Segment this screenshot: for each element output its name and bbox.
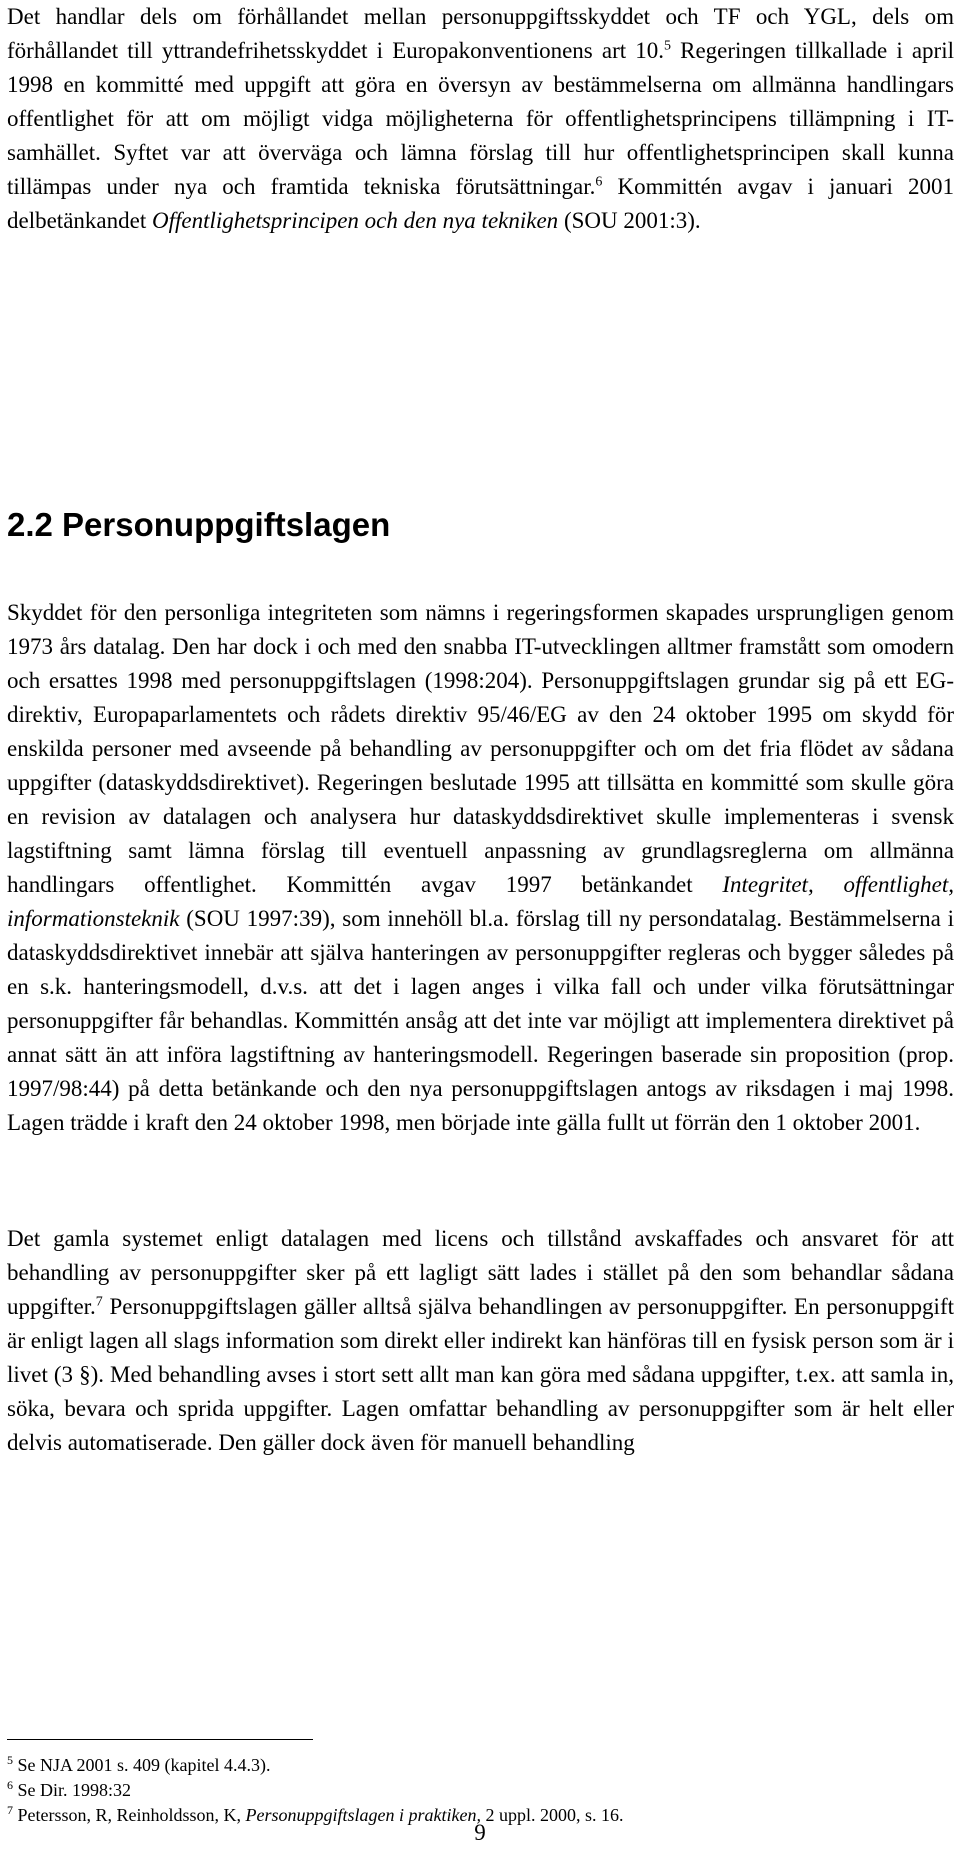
footnote-number: 6 [7,1778,13,1792]
paragraph-text: (SOU 1997:39), som innehöll bl.a. förslag till ny persondatalag. Bestämmelserna i dataskyddsdirektivet innebär att själva hanteringen av personuppgifter regleras och bygger således på en s.k. hanteringsmodell, d.v.s. att det i lagen anges i vilka fall och under vilka förutsättningar personuppgifter får behandlas. Kommittén ansåg att det inte var möjligt att implementera direktivet på annat sätt än att införa lagstiftning av hanteringsmodell. Regeringen baserade sin proposition (prop. 1997/98:44) på detta betänkande och den nya personuppgiftslagen antogs av riksdagen i maj 1998. Lagen trädde i kraft den 24 oktober 1998, men började inte gälla fullt ut förrän den 1 oktober 2001. [7,906,954,1135]
paragraph-text: Det handlar dels om förhållandet mellan personuppgiftsskyddet och TF och YGL, dels om förhållandet till yttrandefrihetsskyddet i Europakonventionens art 10. [7,4,954,63]
report-title: Offentlighetsprincipen och den nya tekniken [151,208,559,233]
paragraph-text: Det gamla systemet enligt datalagen med licens och tillstånd avskaffades och ansvaret för att behandling av personuppgifter sker på ett lagligt sätt lades i stället på den som behandlar sådana uppgifter. [7,1226,954,1319]
book-title: Personuppgiftslagen i praktiken, [245,1805,481,1825]
footnote-text: Se NJA 2001 s. 409 (kapitel 4.4.3). [17,1755,271,1775]
footnote-text: 2 uppl. 2000, s. 16. [480,1805,624,1825]
paragraph-text: Kommittén avgav i januari 2001 delbetänkandet [7,174,954,233]
footnote-6 [7,1778,954,1803]
paragraph-text: (SOU 2001:3). [558,208,701,233]
footnote-ref-7[interactable]: 7 [95,1294,103,1310]
footnote-text: Se Dir. 1998:32 [17,1780,132,1800]
footnote-text: Petersson, R, Reinholdsson, K, [17,1805,246,1825]
paragraph-old-system [7,1222,954,1460]
page-number: 9 [474,1820,486,1845]
section-heading: 2.2 Personuppgiftslagen [7,506,391,543]
footnote-ref-6[interactable]: 6 [595,174,603,190]
footnote-divider [7,1739,313,1740]
footnote-number: 7 [7,1803,13,1817]
paragraph-text: Skyddet för den personliga integriteten som nämns i regeringsformen skapades ursprungligen genom 1973 års datalag. Den har dock i och med den snabba IT-utvecklingen alltmer framstått som omodern och ersattes 1998 med personuppgiftslagen (1998:204). Personuppgiftslagen grundar sig på ett EG-direktiv, Europaparlamentets och rådets direktiv 95/46/EG av den 24 oktober 1995 om skydd för enskilda personer med avseende på behandling av personuppgifter och om det fria flödet av sådana uppgifter (dataskyddsdirektivet). Regeringen beslutade 1995 att tillsätta en kommitté som skulle göra en revision av datalagen och analysera hur dataskyddsdirektivet skulle implementeras i svensk lagstiftning samt lämna förslag till eventuell anpassning av grundlagsreglerna om allmänna handlingars offentlighet. Kommittén avgav 1997 betänkandet [7,600,954,897]
footnote-number: 5 [7,1753,13,1767]
report-title: Integritet, offentlighet, informationsteknik [7,872,954,931]
paragraph-intro [7,0,954,238]
footnote-5 [7,1753,954,1778]
paragraph-text: Regeringen tillkallade i april 1998 en kommitté med uppgift att göra en översyn av bestämmelserna om allmänna handlingars offentlighet för att om möjligt vidga möjligheterna för offentlighetsprincipens tillämpning i IT-samhället. Syftet var att överväga och lämna förslag till hur offentlighetsprincipen skall kunna tillämpas under nya och framtida tekniska förutsättningar. [7,38,954,199]
footnote-ref-5[interactable]: 5 [664,38,671,54]
footnotes [7,1753,954,1828]
paragraph-text: Personuppgiftslagen gäller alltså själva behandlingen av personuppgifter. En personuppgift är enligt lagen all slags information som direkt eller indirekt kan hänföras till en fysisk person som är i livet (3 §). Med behandling avses i stort sett allt man kan göra med sådana uppgifter, t.ex. att samla in, söka, bevara och sprida uppgifter. Lagen omfattar behandling av personuppgifter som är helt eller delvis automatiserade. Den gäller dock även för manuell behandling [7,1294,954,1455]
paragraph-personuppgiftslagen [7,596,954,1140]
